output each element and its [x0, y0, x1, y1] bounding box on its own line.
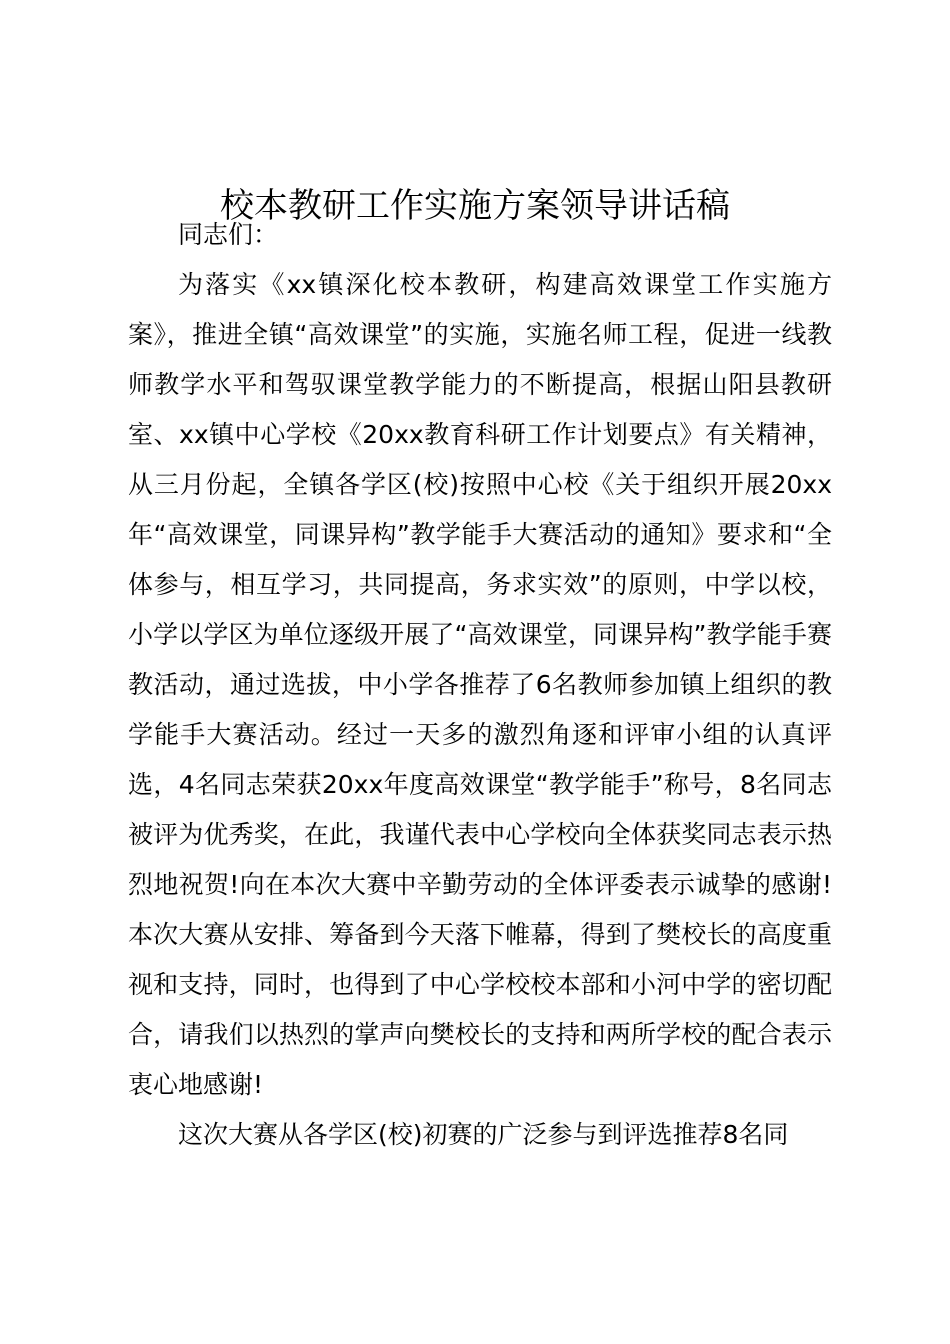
document-title: 校本教研工作实施方案领导讲话稿: [220, 186, 730, 226]
paragraph-1: 为落实《xx镇深化校本教研，构建高效课堂工作实施方案》，推进全镇“高效课堂”的实施，实施名师工程，促进一线教师教学水平和驾驭课堂教学能力的不断提高，根据山阳县教研室、xx镇中心学校《20xx教育科研工作计划要点》有关精神，从三月份起，全镇各学区(校)按照中心校《关于组织开展20xx年“高效课堂，同课异构”教学能手大赛活动的通知》要求和“全体参与，相互学习，共同提高，务求实效”的原则，中学以校，小学以学区为单位逐级开展了“高效课堂，同课异构”教学能手赛教活动，通过选拔，中小学各推荐了6名教师参加镇上组织的教学能手大赛活动。经过一天多的激烈角逐和评审小组的认真评选，4名同志荣获20xx年度高效课堂“教学能手”称号，8名同志被评为优秀奖，在此，我谨代表中心学校向全体获奖同志表示热烈地祝贺!向在本次大赛中辛勤劳动的全体评委表示诚挚的感谢!本次大赛从安排、筹备到今天落下帷幕，得到了樊校长的高度重视和支持，同时，也得到了中心学校校本部和小河中学的密切配合，请我们以热烈的掌声向樊校长的支持和两所学校的配合表示衷心地感谢!: [128, 270, 832, 1099]
salutation: 同志们：: [178, 220, 279, 249]
document-body: [128, 210, 832, 1160]
paragraph-2: 这次大赛从各学区(校)初赛的广泛参与到评选推荐8名同: [178, 1120, 789, 1149]
